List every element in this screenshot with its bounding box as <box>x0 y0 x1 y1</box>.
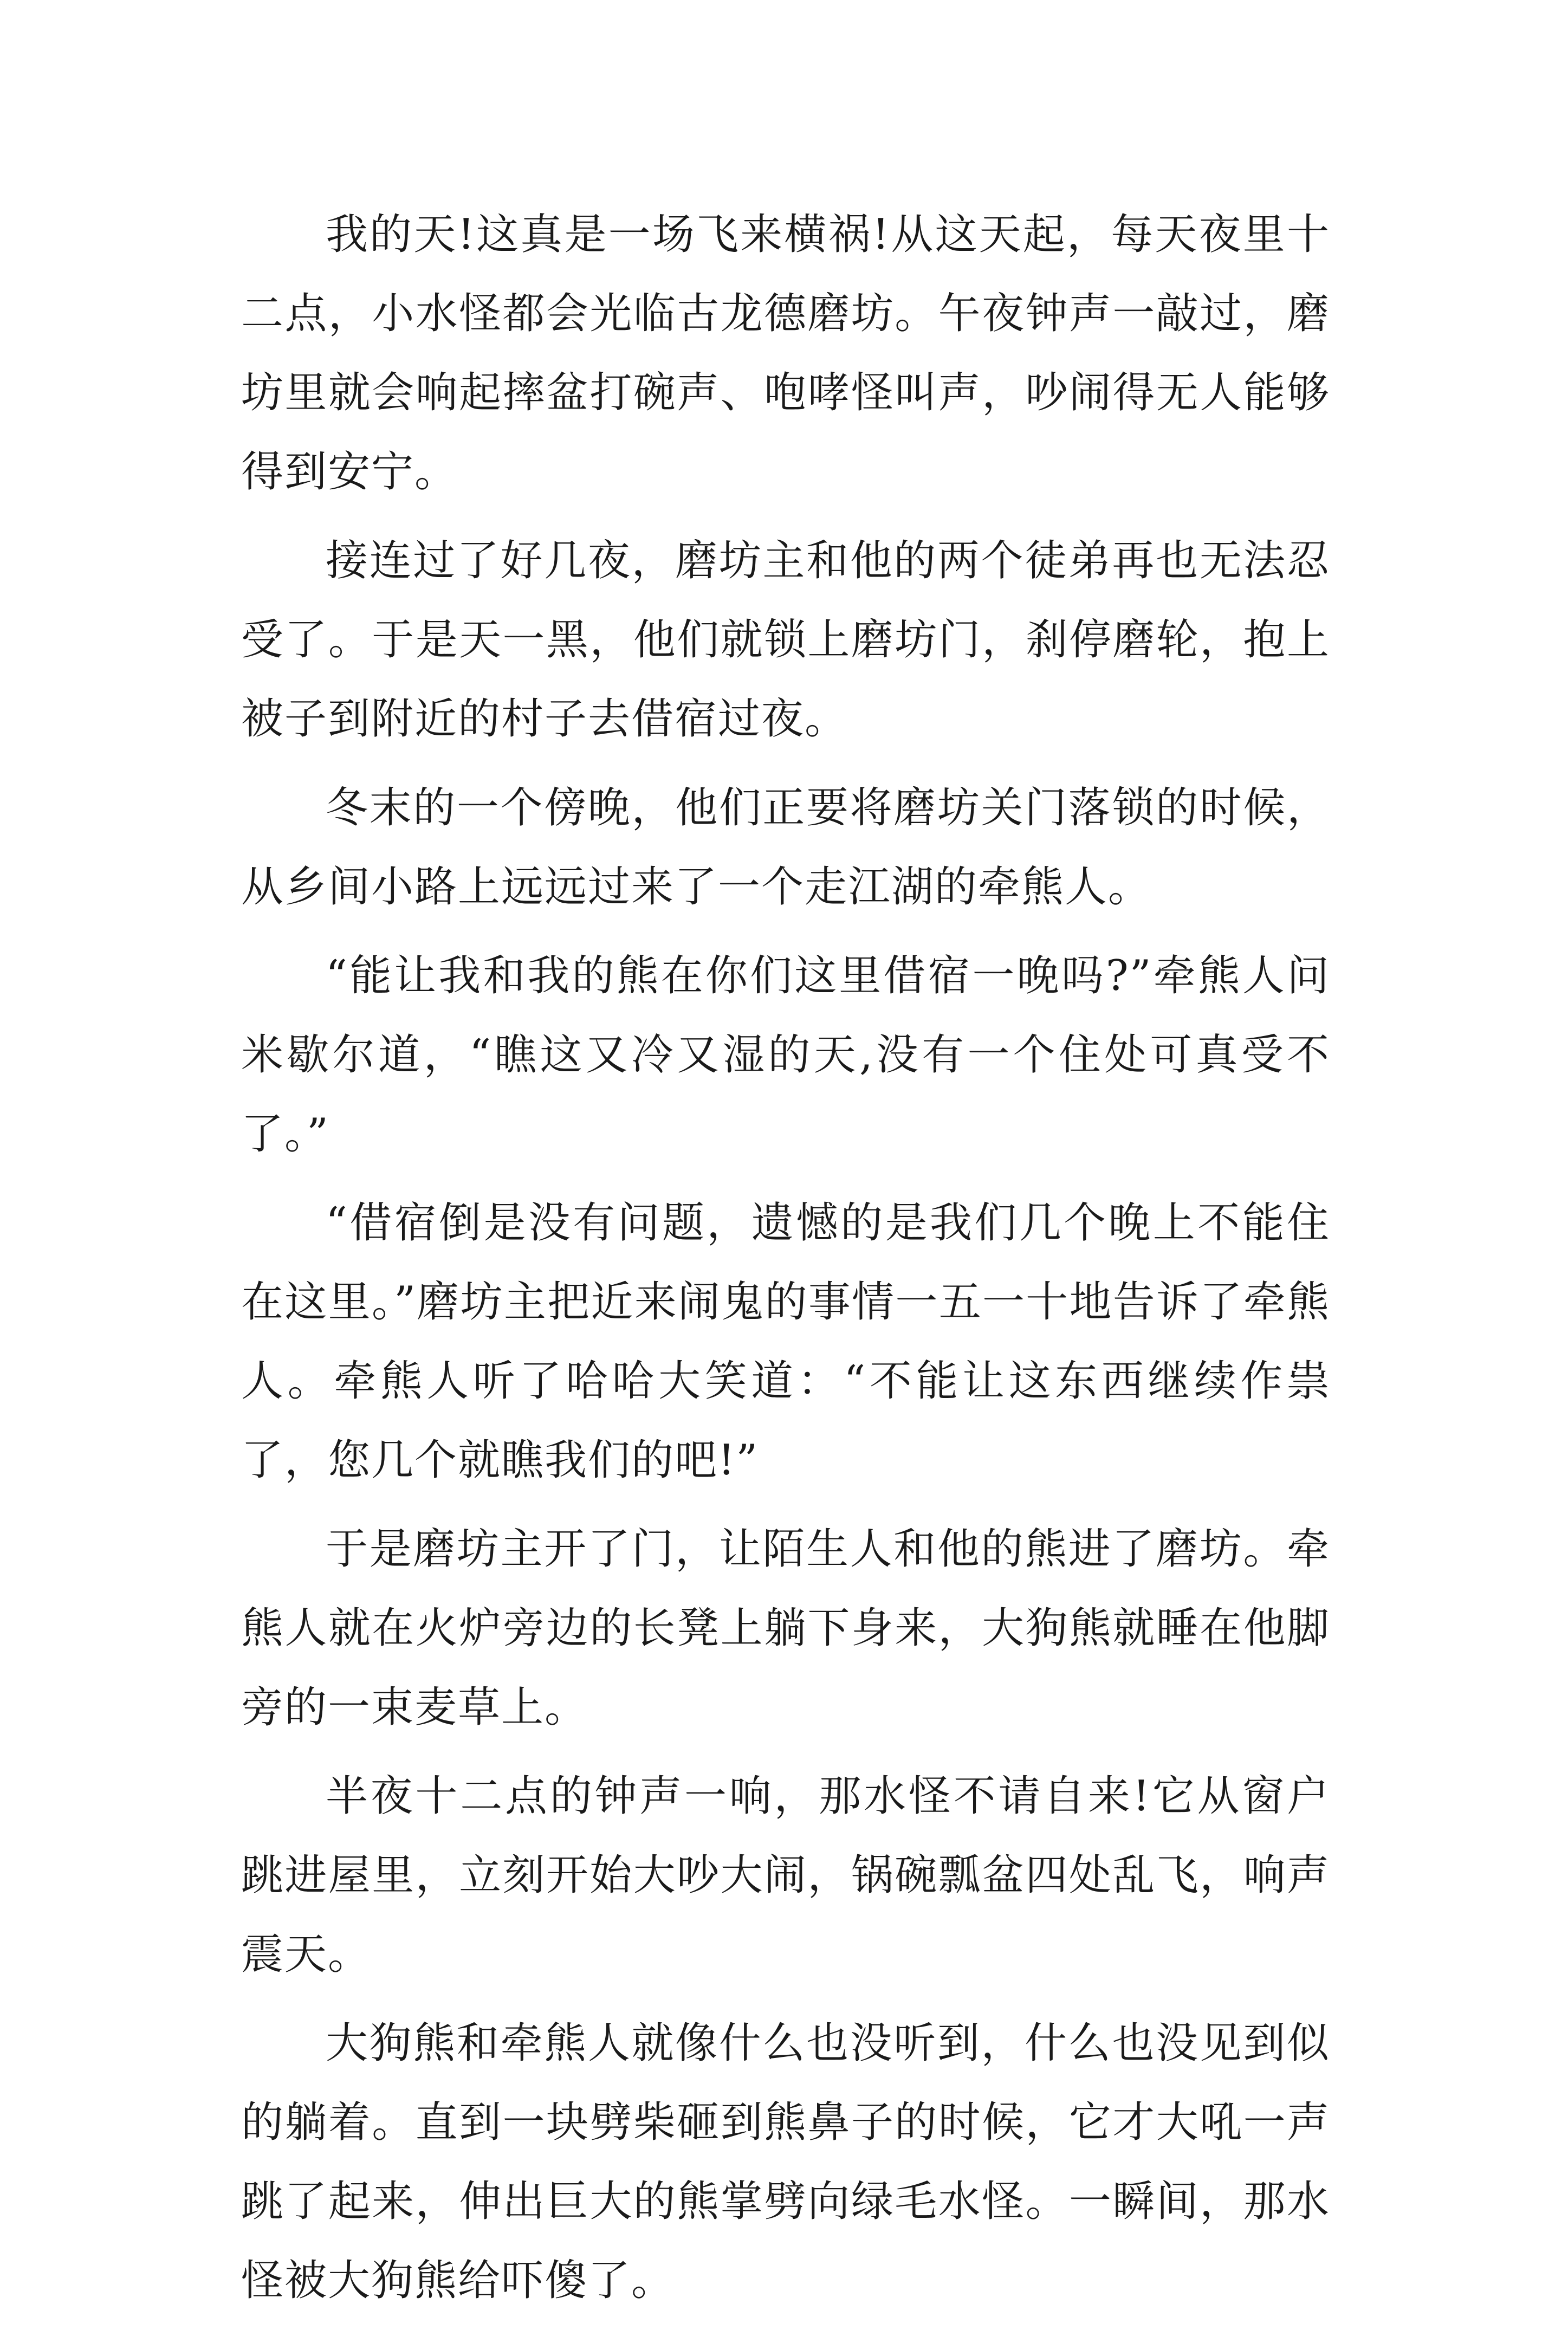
paragraph-7: 半夜十二点的钟声一响，那水怪不请自来!它从窗户跳进屋里，立刻开始大吵大闹，锅碗瓢盆四处乱飞，响声震天。 <box>241 1772 1330 1979</box>
paragraph-3: 冬末的一个傍晚，他们正要将磨坊关门落锁的时候，从乡间小路上远远过来了一个走江湖的牵熊人。 <box>241 784 1330 911</box>
story-text <box>241 195 1330 2330</box>
paragraph-4: “能让我和我的熊在你们这里借宿一晚吗?”牵熊人问米歇尔道，“瞧这又冷又湿的天,没有一个住处可真受不了。” <box>241 952 1330 1158</box>
paragraph-2: 接连过了好几夜，磨坊主和他的两个徒弟再也无法忍受了。于是天一黑，他们就锁上磨坊门，刹停磨轮，抱上被子到附近的村子去借宿过夜。 <box>241 536 1330 743</box>
paragraph-8: 大狗熊和牵熊人就像什么也没听到，什么也没见到似的躺着。直到一块劈柴砸到熊鼻子的时候，它才大吼一声跳了起来，伸出巨大的熊掌劈向绿毛水怪。一瞬间，那水怪被大狗熊给吓傻了。 <box>241 2019 1330 2305</box>
paragraph-6: 于是磨坊主开了门，让陌生人和他的熊进了磨坊。牵熊人就在火炉旁边的长凳上躺下身来，大狗熊就睡在他脚旁的一束麦草上。 <box>241 1525 1330 1732</box>
paragraph-5: “借宿倒是没有问题，遗憾的是我们几个晚上不能住在这里。”磨坊主把近来闹鬼的事情一五一十地告诉了牵熊人。牵熊人听了哈哈大笑道：“不能让这东西继续作祟了，您几个就瞧我们的吧!” <box>241 1199 1330 1485</box>
paragraph-1: 我的天!这真是一场飞来横祸!从这天起，每天夜里十二点，小水怪都会光临古龙德磨坊。午夜钟声一敲过，磨坊里就会响起摔盆打碗声、咆哮怪叫声，吵闹得无人能够得到安宁。 <box>241 210 1330 496</box>
